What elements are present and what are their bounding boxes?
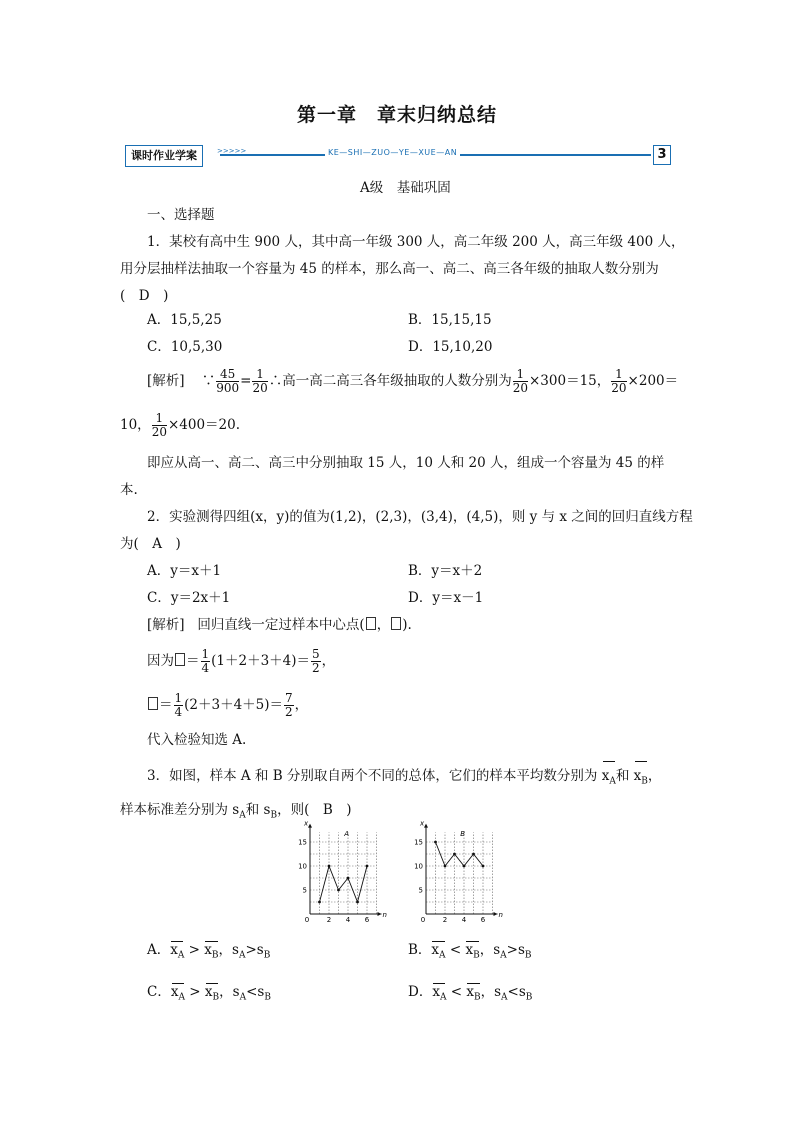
subscript: B: [473, 950, 480, 961]
numerator: 5: [312, 647, 320, 661]
q2-solution-tag: [解析]: [147, 617, 185, 633]
denominator: 4: [174, 705, 183, 719]
banner-pinyin: KE—SHI—ZUO—YE—XUE—AN: [325, 148, 460, 157]
q2-option-c: C．y＝2x＋1: [147, 590, 231, 606]
missing-glyph-icon: [391, 617, 401, 630]
y-tick-label: 5: [418, 886, 423, 895]
solution-text: (1＋2＋3＋4)＝: [211, 653, 311, 669]
x-axis-arrow: [378, 912, 382, 916]
var-x: x: [204, 984, 213, 1000]
var-x: x: [170, 984, 179, 1000]
option-letter: D．: [408, 984, 433, 1000]
var-x: x: [601, 768, 610, 784]
denominator: 20: [611, 381, 627, 395]
solution-text: 回归直线一定过样本中心点(: [197, 617, 365, 633]
relation: >s: [245, 942, 264, 958]
numerator: 1: [174, 691, 183, 705]
var-x: x: [465, 942, 474, 958]
relation: >: [184, 984, 205, 1000]
chart-b: [412, 819, 522, 924]
q3-stem-line2: [120, 800, 352, 826]
mean-symbol: [431, 940, 445, 966]
stem-text: 样本标准差分别为 s: [120, 802, 240, 818]
option-letter: A．: [147, 942, 171, 958]
fraction-1-20: [152, 412, 167, 439]
subscript: B: [270, 810, 278, 821]
data-point: [347, 877, 350, 880]
q1-option-a: A．15,5,25: [147, 312, 222, 328]
stem-text: 和: [615, 768, 630, 784]
series-line: [320, 866, 368, 902]
y-tick-label: 10: [414, 862, 423, 871]
relation: <s: [507, 984, 526, 1000]
fraction-1-20: [611, 368, 626, 395]
numerator: 1: [201, 647, 210, 661]
numerator: 1: [252, 368, 267, 382]
q1-solution-tag: [解析]: [147, 373, 185, 389]
subscript: A: [439, 950, 446, 961]
solution-text: ).: [402, 617, 412, 633]
relation: ，s: [218, 942, 239, 958]
data-point: [434, 841, 437, 844]
subscript: B: [641, 776, 648, 787]
x-tick-label: 0: [420, 916, 426, 924]
var-x: x: [170, 942, 178, 958]
numerator: 1: [152, 412, 167, 426]
numerator: 1: [611, 368, 626, 382]
q3-stem-line1: 3．如图，样本 A 和 B 分别取自两个不同的总体，它们的样本平均数分别为 $x_A$和 $x_B$，: [147, 766, 661, 792]
y-axis-arrow: [424, 824, 428, 828]
subscript: A: [239, 992, 247, 1003]
var-x: x: [633, 768, 642, 784]
y-axis-label: x: [420, 819, 425, 828]
relation: <: [445, 942, 466, 958]
subscript: B: [473, 992, 481, 1003]
q2-solution-line1: [147, 615, 412, 635]
q1-solution-line2: [120, 410, 240, 440]
mean-symbol: [171, 982, 185, 1008]
q1-solution-line1: [147, 366, 678, 396]
page-title: 第一章 章末归纳总结: [296, 104, 497, 126]
subscript: A: [238, 950, 246, 961]
q3-option-b: [408, 940, 532, 966]
x-axis-arrow: [494, 912, 498, 916]
q1-option-c: C．10,5,30: [147, 339, 223, 355]
y-tick-label: 5: [302, 886, 307, 895]
y-tick-label: 10: [298, 862, 307, 871]
stem-text: ，则( B ): [277, 802, 352, 818]
subscript: B: [211, 950, 219, 961]
subscript: B: [525, 992, 533, 1003]
denominator: 900: [216, 381, 240, 395]
solution-text: ×200＝: [627, 373, 679, 389]
mean-symbol: [465, 940, 479, 966]
relation: <s: [246, 984, 265, 1000]
option-letter: B．: [408, 942, 432, 958]
denominator: 20: [252, 381, 268, 395]
denominator: 2: [285, 705, 293, 719]
y-tick-label: 15: [414, 838, 423, 847]
relation: <: [446, 984, 467, 1000]
q2-stem-line2: 为( A ): [120, 536, 181, 552]
mean-symbol: [170, 940, 184, 966]
subscript: B: [264, 992, 271, 1003]
relation: >s: [506, 942, 525, 958]
data-point: [482, 865, 485, 868]
relation: ，s: [479, 942, 501, 958]
solution-text: 因为: [147, 653, 174, 669]
mean-symbol: [466, 982, 480, 1008]
subscript: A: [239, 810, 246, 821]
relation: ，s: [480, 984, 502, 1000]
missing-glyph-icon: [366, 617, 376, 630]
data-point: [463, 865, 466, 868]
solution-text: ×300＝15，: [529, 373, 611, 389]
x-tick-label: 0: [304, 916, 310, 924]
x-axis-label: n: [498, 911, 503, 919]
because-symbol: ∵: [201, 373, 216, 389]
q1-option-d: D．15,10,20: [408, 339, 493, 355]
solution-text: (2＋3＋4＋5)＝: [184, 697, 284, 713]
q3-option-c: [147, 982, 271, 1008]
y-tick-label: 15: [298, 838, 307, 847]
var-x: x: [432, 984, 440, 1000]
subscript: A: [177, 950, 185, 961]
q2-option-a: A．y＝x＋1: [147, 563, 222, 579]
subscript: A: [500, 950, 507, 961]
data-point: [472, 853, 475, 856]
stem-text: 和 s: [245, 802, 271, 818]
chart-title: A: [344, 830, 349, 839]
data-point: [356, 901, 359, 904]
subscript: A: [609, 776, 616, 787]
numerator: 1: [513, 368, 528, 382]
denominator: 20: [512, 381, 528, 395]
mean-symbol: [432, 982, 446, 1008]
denominator: 2: [312, 661, 320, 675]
q1-option-b: B．15,15,15: [408, 312, 492, 328]
solution-text: ，: [376, 617, 391, 633]
relation: ，s: [219, 984, 240, 1000]
solution-text: ×400＝20.: [167, 417, 241, 433]
numerator: 7: [285, 691, 293, 705]
q2-solution-line3: [147, 690, 308, 720]
q3-option-d: [408, 982, 532, 1008]
q2-solution-line4: 代入检验知选 A.: [147, 732, 247, 748]
missing-glyph-icon: [175, 653, 185, 666]
fraction-5-2: [311, 648, 321, 675]
comma: ，: [294, 697, 309, 713]
mean-symbol: [602, 766, 616, 792]
mean-symbol: [204, 940, 218, 966]
fraction-1-4: [201, 648, 211, 675]
subscript: B: [524, 950, 532, 961]
banner-label: 课时作业学案: [125, 145, 203, 167]
x-tick-label: 6: [364, 916, 370, 924]
data-point: [328, 865, 331, 868]
chart-a: [296, 819, 396, 924]
fraction-1-4: [174, 692, 184, 719]
banner-arrows: >>>>>: [217, 147, 247, 155]
data-point: [453, 853, 456, 856]
q1-solution-line4: 本.: [120, 482, 138, 498]
q2-option-d: D．y＝x－1: [408, 590, 484, 606]
equals: ＝: [159, 697, 173, 713]
level-heading: A级 基础巩固: [360, 180, 451, 196]
section-banner: [125, 142, 673, 168]
subscript: A: [501, 992, 508, 1003]
subscript: A: [178, 992, 185, 1003]
x-tick-label: 2: [442, 916, 448, 924]
data-point: [318, 901, 321, 904]
var-x: x: [204, 942, 212, 958]
option-letter: C．: [147, 984, 171, 1000]
q1-stem-line2: 用分层抽样法抽取一个容量为 45 的样本，那么高一、高二、高三各年级的抽取人数分别为: [120, 261, 659, 277]
x-axis-label: n: [382, 911, 387, 919]
missing-glyph-icon: [148, 697, 158, 710]
comma: ，: [321, 653, 336, 669]
subscript: A: [439, 992, 447, 1003]
q1-stem-line1: 1．某校有高中生 900 人，其中高一年级 300 人，高二年级 200 人，高三年级 400 人，: [147, 234, 685, 250]
equals: ＝: [186, 653, 200, 669]
fraction-7-2: [284, 692, 294, 719]
x-tick-label: 6: [480, 916, 486, 924]
var-x: x: [431, 942, 440, 958]
mean-symbol: [205, 982, 219, 1008]
q2-solution-line2: [147, 646, 335, 676]
y-axis-label: x: [304, 819, 309, 828]
chart-title: B: [460, 830, 466, 839]
subscript: B: [263, 950, 271, 961]
q2-option-b: B．y＝x＋2: [408, 563, 483, 579]
solution-text: ∴高一高二高三各年级抽取的人数分别为: [268, 373, 512, 389]
var-x: x: [466, 984, 474, 1000]
data-point: [366, 865, 369, 868]
relation: >: [184, 942, 205, 958]
x-tick-label: 2: [326, 916, 332, 924]
data-point: [444, 865, 447, 868]
fraction-1-20: [513, 368, 528, 395]
equals: =: [240, 373, 252, 389]
q1-solution-line3: 即应从高一、高二、高三中分别抽取 15 人，10 人和 20 人，组成一个容量为 45 的样: [147, 455, 665, 471]
denominator: 4: [201, 661, 210, 675]
x-tick-label: 4: [461, 916, 467, 924]
q1-answer: ( D ): [120, 288, 169, 304]
data-point: [337, 889, 340, 892]
denominator: 20: [151, 425, 167, 439]
fraction-45-900: [216, 368, 239, 395]
numerator: 45: [216, 368, 239, 382]
banner-number: 3: [653, 145, 671, 165]
stem-text: 3．如图，样本 A 和 B 分别取自两个不同的总体，它们的样本平均数分别为: [147, 768, 598, 784]
q2-stem-line1: 2．实验测得四组(x，y)的值为(1,2)，(2,3)，(3,4)，(4,5)，则 y 与 x 之间的回归直线方程: [147, 509, 693, 525]
mean-symbol: [634, 766, 648, 792]
solution-text: 10，: [120, 417, 151, 433]
section-heading: 一、选择题: [147, 207, 215, 223]
subscript: B: [212, 992, 220, 1003]
q3-option-a: [147, 940, 270, 966]
x-tick-label: 4: [345, 916, 351, 924]
fraction-1-20: [252, 368, 267, 395]
